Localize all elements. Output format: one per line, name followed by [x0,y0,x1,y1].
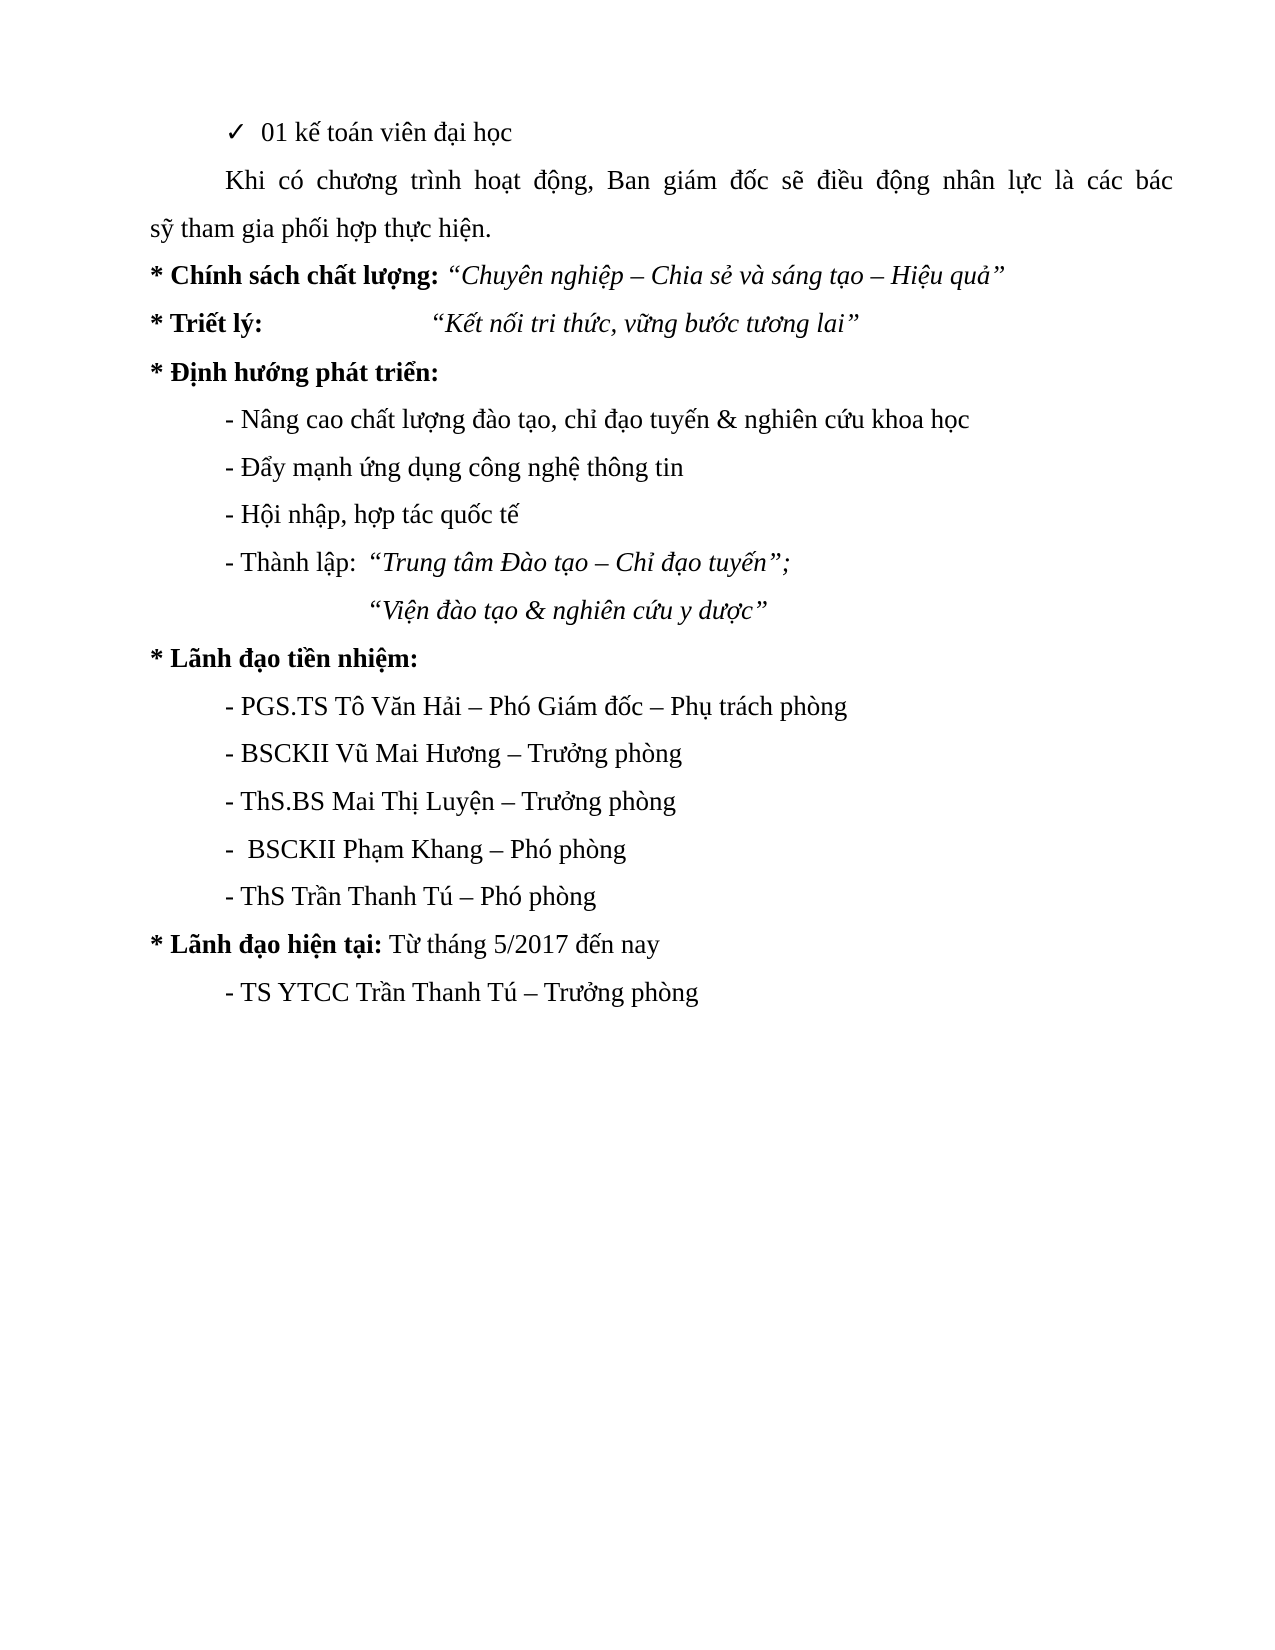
former-leader-item: - BSCKII Phạm Khang – Phó phòng [225,834,627,864]
quality-policy [150,259,1005,291]
establish-center: “Trung tâm Đào tạo – Chỉ đạo tuyến”; [367,547,791,577]
former-leaders-heading: * Lãnh đạo tiền nhiệm: [150,643,419,673]
establish-institute: “Viện đào tạo & nghiên cứu y dược” [367,595,769,625]
checkmark-icon: ✓ [225,117,248,147]
development-item: - Hội nhập, hợp tác quốc tế [225,499,519,529]
development-item: - Đẩy mạnh ứng dụng công nghệ thông tin [225,452,684,482]
establish-prefix: - Thành lập: [225,547,357,577]
mobilization-line-2: sỹ tham gia phối hợp thực hiện. [150,213,492,243]
development-item: - Nâng cao chất lượng đào tạo, chỉ đạo tuyến & nghiên cứu khoa học [225,404,970,434]
current-leaders-period: Từ tháng 5/2017 đến nay [388,929,660,959]
philosophy-value: “Kết nối tri thức, vững bước tương lai” [430,308,860,338]
staff-item-text: 01 kế toán viên đại học [261,117,513,147]
former-leader-item: - ThS.BS Mai Thị Luyện – Trưởng phòng [225,786,676,816]
former-leader-item: - PGS.TS Tô Văn Hải – Phó Giám đốc – Phụ trách phòng [225,691,848,721]
current-leaders-label: * Lãnh đạo hiện tại: [150,929,383,959]
philosophy [150,307,263,339]
quality-policy-value: “Chuyên nghiệp – Chia sẻ và sáng tạo – Hiệu quả” [445,260,1006,290]
former-leader-item: - ThS Trần Thanh Tú – Phó phòng [225,881,597,911]
quality-policy-label: * Chính sách chất lượng: [150,260,440,290]
development-heading: * Định hướng phát triển: [150,357,440,387]
current-leader-item: - TS YTCC Trần Thanh Tú – Trưởng phòng [225,977,699,1007]
philosophy-label: * Triết lý: [150,308,263,338]
current-leaders [150,928,660,960]
mobilization-line-1: Khi có chương trình hoạt động, Ban giám đốc sẽ điều động nhân lực là các bác [225,165,1173,195]
staff-item [225,116,512,148]
former-leader-item: - BSCKII Vũ Mai Hương – Trưởng phòng [225,738,683,768]
